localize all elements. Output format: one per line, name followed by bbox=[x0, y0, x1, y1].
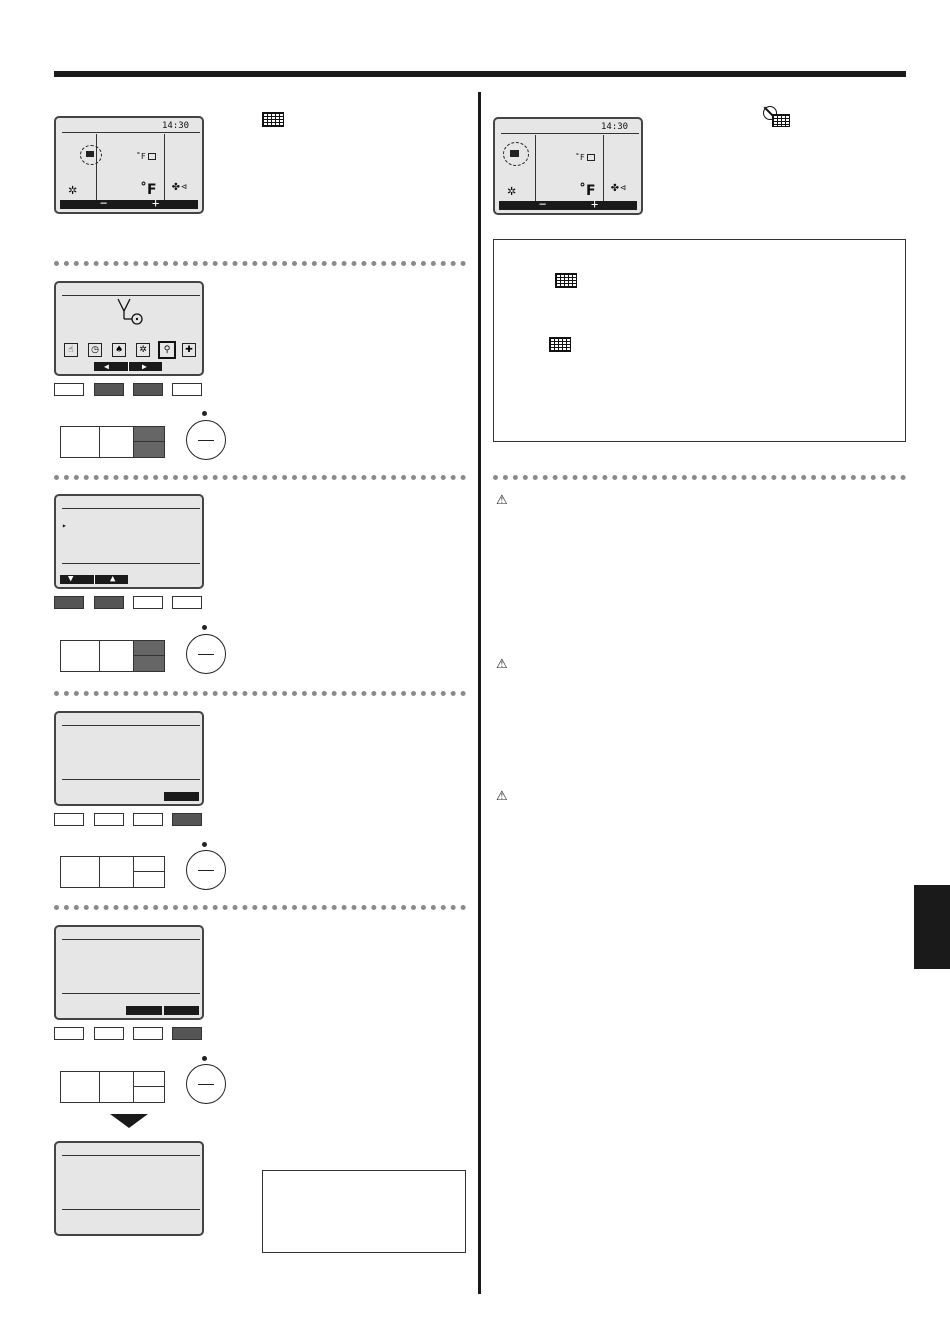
remote-display-list bbox=[54, 494, 204, 589]
section-separator bbox=[54, 475, 466, 480]
warning-icon: ⚠ bbox=[496, 789, 508, 804]
remote-display-main bbox=[54, 116, 204, 214]
filter-small-icon bbox=[86, 151, 94, 157]
function-key-f4[interactable] bbox=[172, 596, 202, 609]
menu-icon-settings[interactable]: ✲ bbox=[136, 343, 150, 357]
section-separator bbox=[54, 691, 466, 696]
function-key-f2[interactable] bbox=[94, 813, 124, 826]
arrow-up-label: ▲ bbox=[110, 574, 116, 584]
button-panel[interactable] bbox=[60, 856, 165, 888]
dial-indicator bbox=[202, 411, 207, 416]
button-panel[interactable] bbox=[60, 640, 165, 672]
arrow-left-label: ◀ bbox=[104, 362, 109, 371]
menu-icon-maintenance-selected[interactable]: ⚲ bbox=[158, 341, 176, 359]
filter-grid-icon bbox=[262, 112, 284, 127]
function-key-f4[interactable] bbox=[172, 813, 202, 826]
menu-icon-energy[interactable]: ♠ bbox=[112, 343, 126, 357]
maintenance-icon bbox=[114, 297, 148, 327]
filter-small-icon bbox=[510, 150, 519, 157]
warning-icon: ⚠ bbox=[496, 493, 508, 508]
function-key-f4[interactable] bbox=[172, 383, 202, 396]
function-key-f1[interactable] bbox=[54, 813, 84, 826]
no-filter-icon bbox=[763, 106, 791, 130]
select-dial[interactable] bbox=[186, 1064, 226, 1104]
dial-indicator bbox=[202, 625, 207, 630]
section-separator bbox=[54, 261, 466, 266]
remote-display-main-no-filter bbox=[493, 117, 643, 215]
minus-label: − bbox=[539, 197, 547, 211]
section-separator bbox=[493, 475, 906, 480]
sun-icon: ✲ bbox=[507, 181, 517, 199]
select-dial[interactable] bbox=[186, 850, 226, 890]
down-arrow-icon bbox=[110, 1114, 148, 1128]
clock-text: 14:30 bbox=[601, 122, 629, 132]
button-panel[interactable] bbox=[60, 1071, 165, 1103]
filter-grid-icon bbox=[555, 273, 577, 288]
small-box-icon bbox=[148, 153, 156, 160]
temp-unit-big: ˚F bbox=[140, 182, 157, 198]
remote-display-menu bbox=[54, 281, 204, 376]
function-key-f2[interactable] bbox=[94, 1027, 124, 1040]
function-key-f2[interactable] bbox=[94, 383, 124, 396]
function-key-f3[interactable] bbox=[133, 813, 163, 826]
menu-icon-operation[interactable]: ☝ bbox=[64, 343, 78, 357]
plus-label: + bbox=[152, 196, 160, 210]
button-panel[interactable] bbox=[60, 426, 165, 458]
note-box bbox=[262, 1170, 466, 1253]
function-key-f1[interactable] bbox=[54, 596, 84, 609]
fan-icon: ✤◃ bbox=[172, 179, 188, 194]
top-rule bbox=[54, 71, 906, 77]
function-key-f1[interactable] bbox=[54, 1027, 84, 1040]
section-tab bbox=[914, 885, 950, 969]
function-key-f4[interactable] bbox=[172, 1027, 202, 1040]
function-key-f3[interactable] bbox=[133, 1027, 163, 1040]
small-box-icon bbox=[587, 154, 595, 161]
warning-icon: ⚠ bbox=[496, 657, 508, 672]
column-divider bbox=[478, 92, 481, 1294]
arrow-right-label: ▶ bbox=[142, 362, 147, 371]
function-key-f3[interactable] bbox=[133, 596, 163, 609]
dial-indicator bbox=[202, 842, 207, 847]
fan-icon: ✤◃ bbox=[611, 180, 627, 195]
sun-icon: ✲ bbox=[68, 180, 78, 198]
plus-label: + bbox=[591, 197, 599, 211]
minus-label: − bbox=[100, 196, 108, 210]
arrow-down-label: ▼ bbox=[68, 574, 74, 584]
dial-indicator bbox=[202, 1056, 207, 1061]
menu-icon-service[interactable]: ✚ bbox=[182, 343, 196, 357]
clock-text: 14:30 bbox=[162, 121, 190, 131]
function-key-f2[interactable] bbox=[94, 596, 124, 609]
select-dial[interactable] bbox=[186, 634, 226, 674]
temp-unit-small: ˚F bbox=[136, 152, 146, 161]
temp-unit-small: ˚F bbox=[575, 153, 585, 162]
section-separator bbox=[54, 905, 466, 910]
filter-grid-icon bbox=[549, 337, 571, 352]
list-cursor: ▸ bbox=[62, 521, 67, 530]
remote-display-confirm bbox=[54, 711, 204, 806]
function-key-f1[interactable] bbox=[54, 383, 84, 396]
temp-unit-big: ˚F bbox=[579, 183, 596, 199]
select-dial[interactable] bbox=[186, 420, 226, 460]
remote-display-reset bbox=[54, 925, 204, 1020]
remote-display-result bbox=[54, 1141, 204, 1236]
function-key-f3[interactable] bbox=[133, 383, 163, 396]
menu-icon-timer[interactable]: ◷ bbox=[88, 343, 102, 357]
